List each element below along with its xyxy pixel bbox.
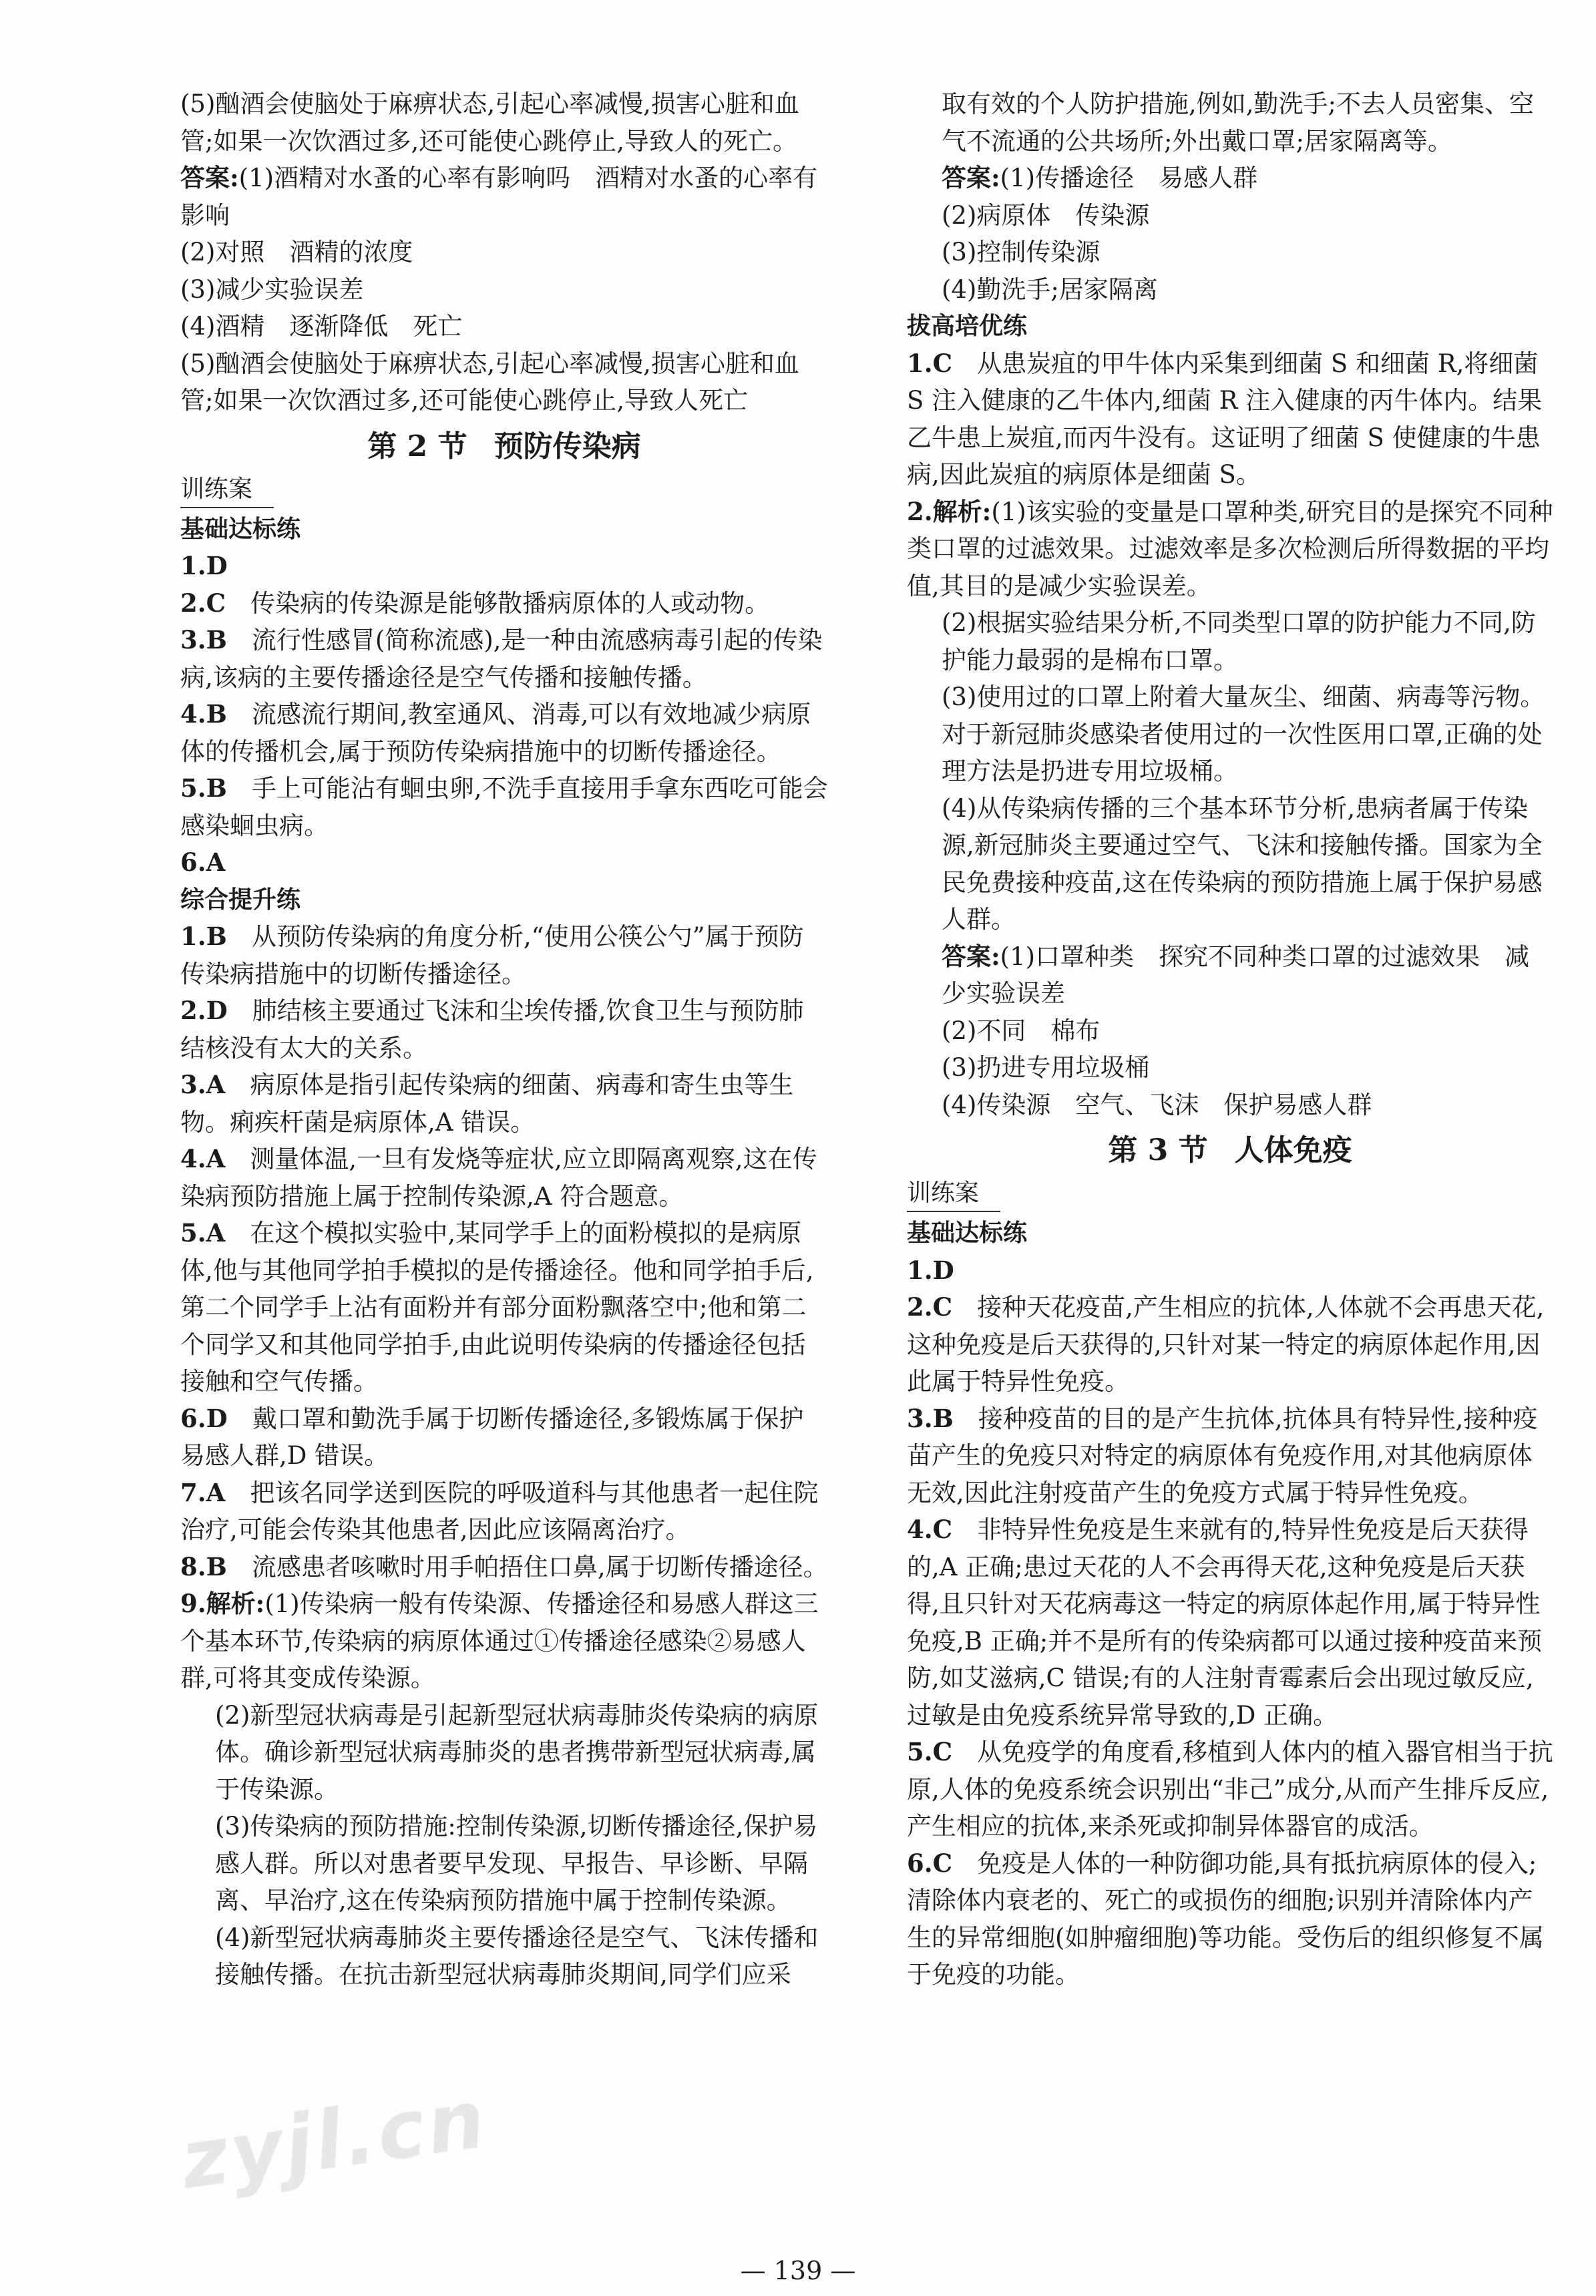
list-item: 2.C 接种天花疫苗,产生相应的抗体,人体就不会再患天花,这种免疫是后天获得的,只针对某一特定的病原体起作用,因此属于特异性免疫。 [907,1292,1545,1396]
advanced-2-answer-2: (2)不同 棉布 [942,1016,1101,1045]
question-9-part-3: (3)传染病的预防措施:控制传染源,切断传播途径,保护易感人群。所以对患者要早发现、早报告、早诊断、早隔离、早治疗,这在传染病预防措施中属于控制传染源。 [215,1812,818,1915]
answer-label: 答案: [180,163,239,192]
question-9-answer: 答案:(1)传播途径 易感人群 [942,163,1258,192]
list-item: 7.A 把该名同学送到医院的呼吸道科与其他患者一起住院治疗,可能会传染其他患者,因此应该隔离治疗。 [180,1477,819,1544]
section-3-number: 第 3 节 [1108,1133,1208,1167]
list-item: 1.B 从预防传染病的角度分析,“使用公筷公勺”属于预防传染病措施中的切断传播途径。 [180,922,804,988]
section-2-number: 第 2 节 [367,429,467,463]
left-column [180,85,828,1993]
list-item: 3.B 流行性感冒(简称流感),是一种由流感病毒引起的传染病,该病的主要传播途径是空气传播和接触传播。 [180,625,823,692]
list-item: 3.B 接种疫苗的目的是产生抗体,抗体具有特异性,接种疫苗产生的免疫只对特定的病原体有免疫作用,对其他病原体无效,因此注射疫苗产生的免疫方式属于特异性免疫。 [907,1403,1538,1507]
answer-5: (5)酗酒会使脑处于麻痹状态,引起心率减慢,损害心脏和血管;如果一次饮酒过多,还可能使心跳停止,导致人死亡 [180,349,799,415]
advanced-2-answer-4: (4)传染源 空气、飞沫 保护易感人群 [942,1090,1372,1119]
question-9-part-4: (4)新型冠状病毒肺炎主要传播途径是空气、飞沫传播和接触传播。在抗击新型冠状病毒肺炎期间,同学们应采 [215,1923,819,1989]
list-item: 3.A 病原体是指引起传染病的细菌、病毒和寄生虫等生物。痢疾杆菌是病原体,A 错误。 [180,1070,794,1137]
advanced-practice-heading: 拔高培优练 [907,313,1028,340]
question-9-answer-4: (4)勤洗手;居家隔离 [942,274,1158,304]
list-item: 4.B 流感流行期间,教室通风、消毒,可以有效地减少病原体的传播机会,属于预防传染病措施中的切断传播途径。 [180,699,811,766]
explanation-5: (5)酗酒会使脑处于麻痹状态,引起心率减慢,损害心脏和血管;如果一次饮酒过多,还可能使心跳停止,导致人的死亡。 [180,89,799,156]
list-item: 6.D 戴口罩和勤洗手属于切断传播途径,多锻炼属于保护易感人群,D 错误。 [180,1403,804,1470]
question-9-part-2: (2)新型冠状病毒是引起新型冠状病毒肺炎传染病的病原体。确诊新型冠状病毒肺炎的患者携带新型冠状病毒,属于传染源。 [215,1700,819,1804]
advanced-2-analysis: 2.解析:(1)该实验的变量是口罩种类,研究目的是探究不同种类口罩的过滤效果。过滤效率是多次检测后所得数据的平均值,其目的是减少实验误差。 [907,496,1553,600]
list-item: 4.C 非特异性免疫是生来就有的,特异性免疫是后天获得的,A 正确;患过天花的人不会再得天花,这种免疫是后天获得,且只针对天花病毒这一特定的病原体起作用,属于特异性免疫,B 正确;并不是所有的传染病都可以通过接种疫苗来预防,如艾滋病,C 错误;有的人注射青霉素后会出现过敏反应,过敏是由免疫系统异常导致的,D 正确。 [907,1515,1543,1730]
list-item: 1.D [907,1255,954,1285]
list-item: 5.C 从免疫学的角度看,移植到人体内的植入器官相当于抗原,人体的免疫系统会识别出“非己”成分,从而产生排斥反应,产生相应的抗体,来杀死或抑制异体器官的成活。 [907,1737,1553,1841]
advanced-2-part-2: (2)根据实验结果分析,不同类型口罩的防护能力不同,防护能力最弱的是棉布口罩。 [942,608,1536,675]
question-9-continued: 取有效的个人防护措施,例如,勤洗手;不去人员密集、空气不流通的公共场所;外出戴口罩;居家隔离等。 [942,89,1534,156]
right-column [907,85,1553,1993]
advanced-2-answer-3: (3)扔进专用垃圾桶 [942,1053,1150,1082]
question-9-answer-3: (3)控制传染源 [942,238,1101,266]
list-item: 5.A 在这个模拟实验中,某同学手上的面粉模拟的是病原体,他与其他同学拍手模拟的是传播途径。他和同学拍手后,第二个同学手上沾有面粉并有部分面粉飘落空中;他和第二个同学又和其他同学拍手,由此说明传染病的传播途径包括接触和空气传播。 [180,1218,814,1396]
list-item: 6.A [180,847,226,877]
training-label: 训练案 [180,472,274,508]
answer-2: (2)对照 酒精的浓度 [180,238,413,266]
answer-4: (4)酒精 逐渐降低 死亡 [180,312,463,341]
basic-practice-heading: 基础达标练 [180,515,301,543]
list-item: 6.C 免疫是人体的一种防御功能,具有抵抗病原体的侵入;清除体内衰老的、死亡的或损伤的细胞;识别并清除体内产生的异常细胞(如肿瘤细胞)等功能。受伤后的组织修复不属于免疫的功能。 [907,1848,1544,1989]
training-label: 训练案 [907,1176,1000,1212]
list-item: 5.B 手上可能沾有蛔虫卵,不洗手直接用手拿东西吃可能会感染蛔虫病。 [180,773,828,840]
list-item: 8.B 流感患者咳嗽时用手帕捂住口鼻,属于切断传播途径。 [180,1551,828,1581]
list-item: 2.C 传染病的传染源是能够散播病原体的人或动物。 [180,588,770,618]
question-9-analysis: 9.解析:(1)传染病一般有传染源、传播途径和易感人群这三个基本环节,传染病的病原体通过①传播途径感染②易感人群,可将其变成传染源。 [180,1589,819,1692]
list-item: 4.A 测量体温,一旦有发烧等症状,应立即隔离观察,这在传染病预防措施上属于控制传染源,A 符合题意。 [180,1144,817,1211]
page-number: — 139 — [740,2256,856,2285]
list-item: 1.C 从患炭疽的甲牛体内采集到细菌 S 和细菌 R,将细菌 S 注入健康的乙牛体内,细菌 R 注入健康的丙牛体内。结果乙牛患上炭疽,而丙牛没有。这证明了细菌 S 使健康的牛患病,因此炭疽的病原体是细菌 S。 [907,348,1543,489]
section-2-title [180,428,828,465]
answer-1: (1)酒精对水蚤的心率有影响吗 酒精对水蚤的心率有影响 [180,164,818,230]
advanced-2-part-3: (3)使用过的口罩上附着大量灰尘、细菌、病毒等污物。对于新冠肺炎感染者使用过的一次性医用口罩,正确的处理方法是扔进专用垃圾桶。 [942,683,1545,785]
advanced-2-part-4: (4)从传染病传播的三个基本环节分析,患病者属于传染源,新冠肺炎主要通过空气、飞沫和接触传播。国家为全民免费接种疫苗,这在传染病的预防措施上属于保护易感人群。 [942,793,1543,934]
answer-3: (3)减少实验误差 [180,274,364,304]
advanced-2-answer: 答案:(1)口罩种类 探究不同种类口罩的过滤效果 减少实验误差 [942,941,1530,1008]
section-3-name: 人体免疫 [1234,1133,1352,1167]
list-item: 2.D 肺结核主要通过飞沫和尘埃传播,饮食卫生与预防肺结核没有太大的关系。 [180,996,804,1063]
section-2-name: 预防传染病 [493,429,641,463]
section-3-title [907,1132,1553,1169]
question-9-answer-2: (2)病原体 传染源 [942,200,1150,230]
watermark: zyjl.cn [175,2072,493,2208]
answer-block [180,160,828,234]
basic-practice-heading: 基础达标练 [907,1219,1028,1247]
comprehensive-practice-heading: 综合提升练 [180,886,301,914]
list-item: 1.D [180,551,228,580]
